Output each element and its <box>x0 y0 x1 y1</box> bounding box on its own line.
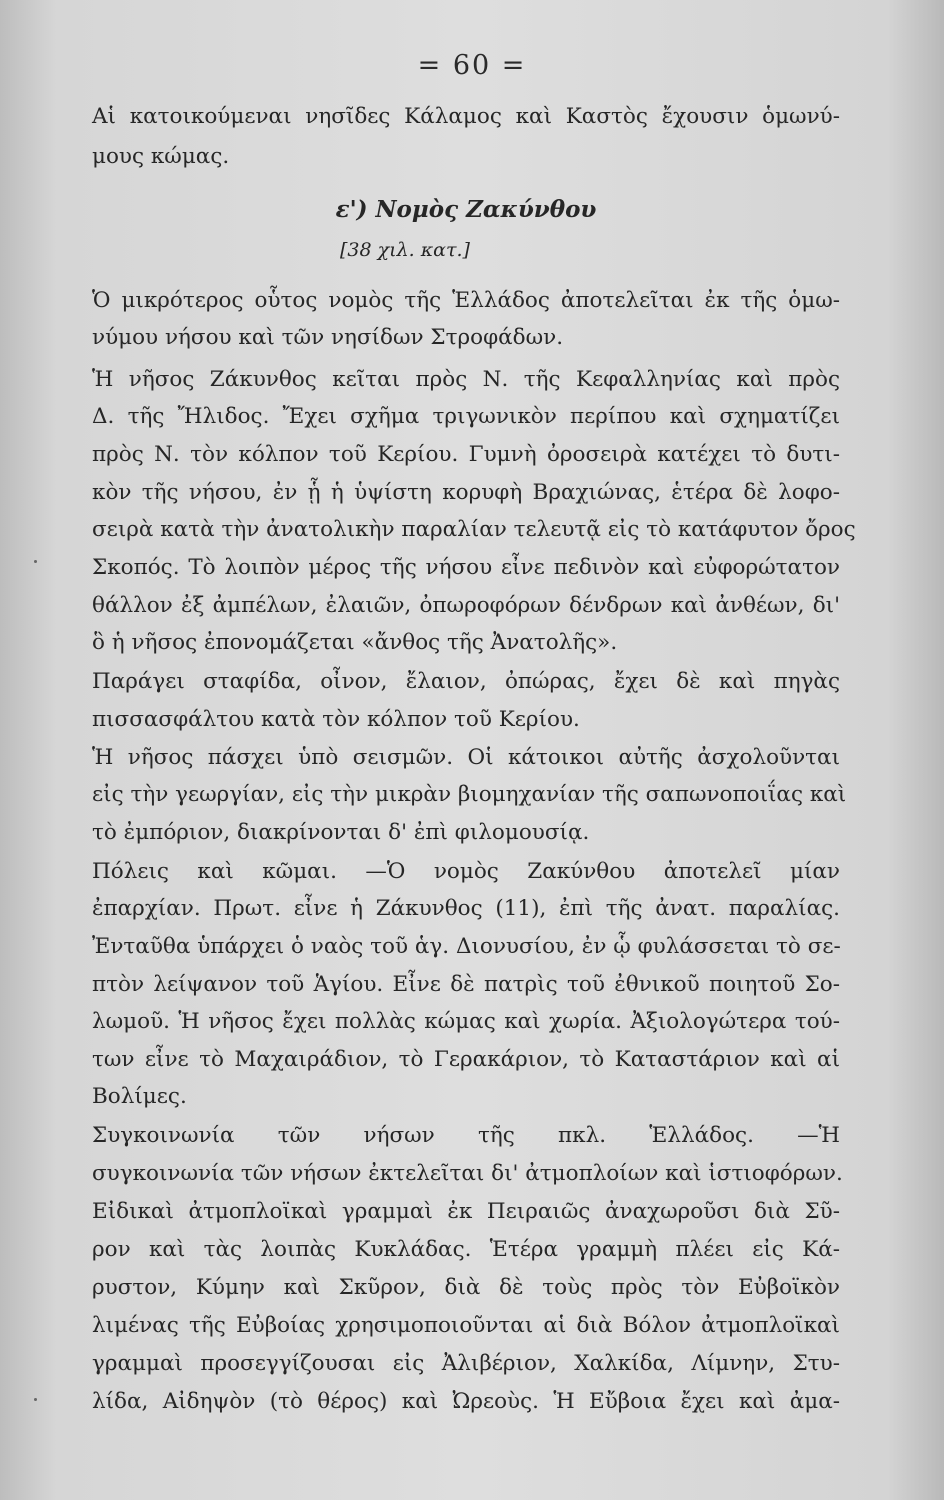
text-line: Αἱ κατοικούμεναι νησῖδες Κάλαμος καὶ Καστὸς ἔχουσιν ὁμωνύ- <box>92 104 840 129</box>
section-area: [38 χιλ. κατ.] <box>340 239 470 261</box>
print-speck <box>34 560 37 563</box>
text-line: Ὁ μικρότερος οὗτος νομὸς τῆς Ἑλλάδος ἀποτελεῖται ἐκ τῆς ὁμω- <box>92 288 840 313</box>
text-line: εἰς τὴν γεωργίαν, εἰς τὴν μικρὰν βιομηχανίαν τῆς σαπωνοποιΐας καὶ <box>92 782 847 807</box>
text-line: τὸ ἐμπόριον, διακρίνονται δ' ἐπὶ φιλομουσίᾳ. <box>92 820 590 845</box>
text-line: ὃ ἡ νῆσος ἐπονομάζεται «ἄνθος τῆς Ἀνατολῆς». <box>92 630 618 655</box>
text-line: λιμένας τῆς Εὐβοίας χρησιμοποιοῦνται αἱ διὰ Βόλον ἀτμοπλοϊκαὶ <box>92 1313 840 1338</box>
text-line: Εἰδικαὶ ἀτμοπλοϊκαὶ γραμμαὶ ἐκ Πειραιῶς ἀναχωροῦσι διὰ Σῦ- <box>92 1199 840 1224</box>
text-line: ἐπαρχίαν. Πρωτ. εἶνε ἡ Ζάκυνθος (11), ἐπὶ τῆς ἀνατ. παραλίας. <box>92 896 840 921</box>
text-line: Συγκοινωνία τῶν νήσων τῆς πκλ. Ἑλλάδος. —Ἡ <box>92 1123 840 1148</box>
text-line: Παράγει σταφίδα, οἶνον, ἔλαιον, ὀπώρας, ἔχει δὲ καὶ πηγὰς <box>92 669 840 694</box>
text-line: Σκοπός. Τὸ λοιπὸν μέρος τῆς νήσου εἶνε πεδινὸν καὶ εὐφορώτατον <box>92 555 840 580</box>
text-line: Βολίμες. <box>92 1084 187 1109</box>
text-line: Ἡ νῆσος Ζάκυνθος κεῖται πρὸς Ν. τῆς Κεφαλληνίας καὶ πρὸς <box>92 367 840 392</box>
text-line: Δ. τῆς Ἤλιδος. Ἔχει σχῆμα τριγωνικὸν περίπου καὶ σχηματίζει <box>92 404 840 429</box>
page-number: = 60 = <box>417 50 527 81</box>
text-line: κὸν τῆς νήσου, ἐν ᾗ ἡ ὑψίστη κορυφὴ Βραχιώνας, ἑτέρα δὲ λοφο- <box>92 480 840 505</box>
text-line: μους κώμας. <box>92 144 230 169</box>
text-line: πρὸς Ν. τὸν κόλπον τοῦ Κερίου. Γυμνὴ ὀροσειρὰ κατέχει τὸ δυτι- <box>92 442 840 467</box>
text-line: συγκοινωνία τῶν νήσων ἐκτελεῖται δι' ἀτμοπλοίων καὶ ἱστιοφόρων. <box>92 1161 843 1186</box>
text-line: θάλλον ἐξ ἀμπέλων, ἐλαιῶν, ὀπωροφόρων δένδρων καὶ ἀνθέων, δι' <box>92 593 840 618</box>
text-line: λωμοῦ. Ἡ νῆσος ἔχει πολλὰς κώμας καὶ χωρία. Ἀξιολογώτερα τού- <box>92 1009 840 1034</box>
text-line: Ἐνταῦθα ὑπάρχει ὁ ναὸς τοῦ ἁγ. Διονυσίου, ἐν ᾧ φυλάσσεται τὸ σε- <box>92 934 841 959</box>
text-line: γραμμαὶ προσεγγίζουσαι εἰς Ἀλιβέριον, Χαλκίδα, Λίμνην, Στυ- <box>92 1351 840 1376</box>
text-line: λίδα, Αἰδηψὸν (τὸ θέρος) καὶ Ὠρεοὺς. Ἡ Εὔβοια ἔχει καὶ ἀμα- <box>92 1389 840 1414</box>
text-line: πτὸν λείψανον τοῦ Ἁγίου. Εἶνε δὲ πατρὶς τοῦ ἐθνικοῦ ποιητοῦ Σο- <box>92 972 840 997</box>
text-line: Πόλεις καὶ κῶμαι. —Ὁ νομὸς Ζακύνθου ἀποτελεῖ μίαν <box>92 859 840 884</box>
text-line: σειρὰ κατὰ τὴν ἀνατολικὴν παραλίαν τελευτᾷ εἰς τὸ κατάφυτον ὄρος <box>92 517 856 542</box>
text-line: Ἡ νῆσος πάσχει ὑπὸ σεισμῶν. Οἱ κάτοικοι αὐτῆς ἀσχολοῦνται <box>92 745 840 770</box>
section-heading: ε') Νομὸς Ζακύνθου <box>335 196 597 223</box>
print-speck <box>34 1398 37 1401</box>
text-line: των εἶνε τὸ Μαχαιράδιον, τὸ Γερακάριον, τὸ Καταστάριον καὶ αἱ <box>92 1047 840 1072</box>
text-line: νύμου νήσου καὶ τῶν νησίδων Στροφάδων. <box>92 325 564 350</box>
text-line: ρυστον, Κύμην καὶ Σκῦρον, διὰ δὲ τοὺς πρὸς τὸν Εὐβοϊκὸν <box>92 1275 840 1300</box>
text-line: ρον καὶ τὰς λοιπὰς Κυκλάδας. Ἑτέρα γραμμὴ πλέει εἰς Κά- <box>92 1237 840 1262</box>
text-line: πισσασφάλτου κατὰ τὸν κόλπον τοῦ Κερίου. <box>92 707 580 732</box>
